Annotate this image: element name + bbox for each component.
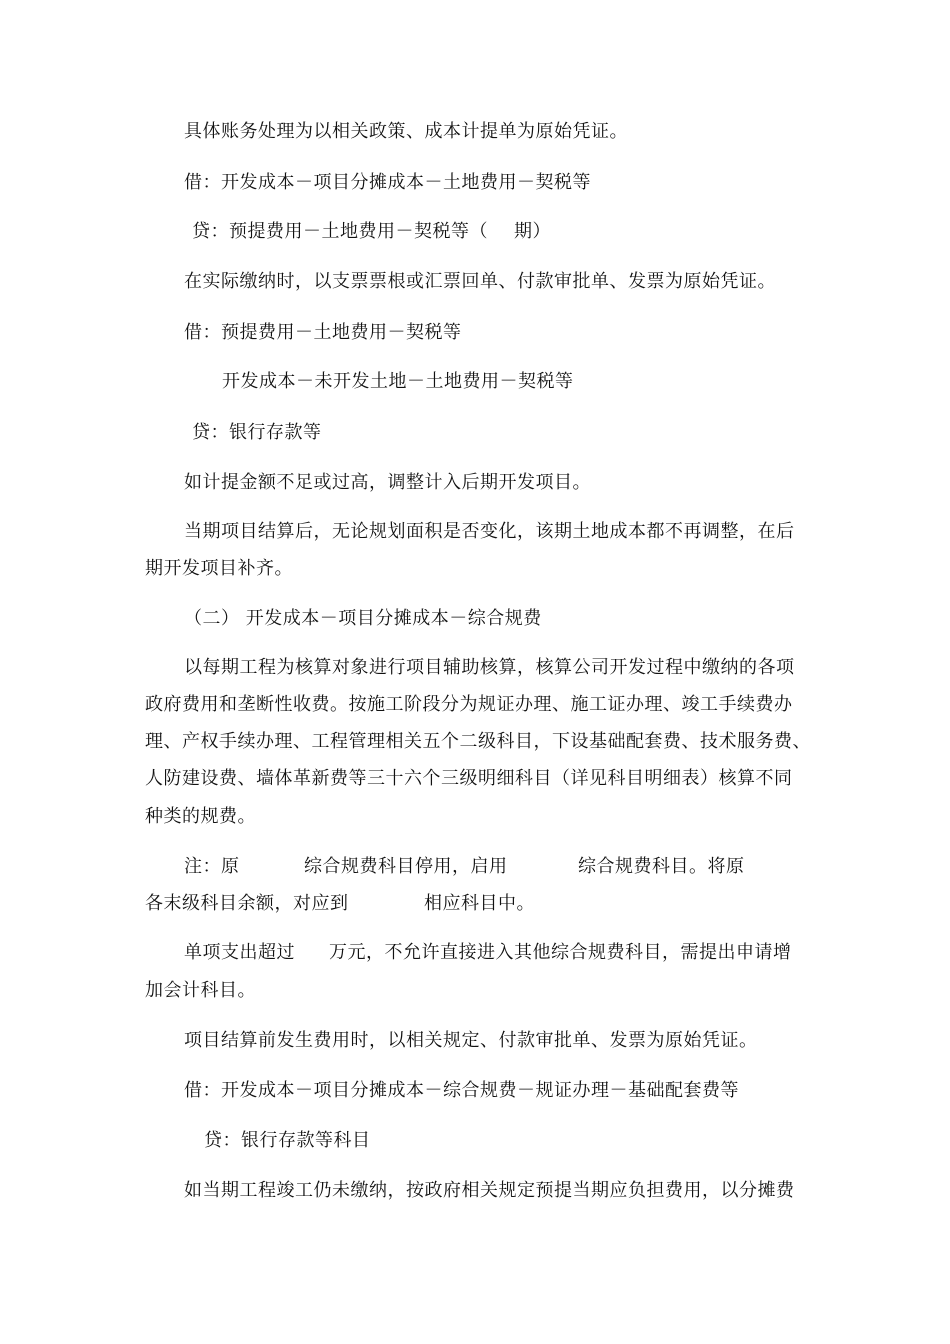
credit-entry-line: 贷：银行存款等 — [192, 422, 322, 443]
credit-entry-line: 贷：预提费用－土地费用－契税等（ — [192, 221, 488, 242]
credit-entry-line: 贷：银行存款等科目 — [204, 1130, 371, 1151]
paragraph-line: 项目结算前发生费用时，以相关规定、付款审批单、发票为原始凭证。 — [184, 1030, 758, 1051]
paragraph-line: 种类的规费。 — [145, 806, 256, 827]
paragraph-line: 人防建设费、墙体革新费等三十六个三级明细科目（详见科目明细表）核算不同 — [145, 768, 793, 789]
note-label: 注：原 — [184, 856, 240, 877]
paragraph-line: 单项支出超过 — [184, 942, 295, 963]
credit-entry-period: 期） — [514, 221, 551, 242]
debit-entry-continuation: 开发成本－未开发土地－土地费用－契税等 — [222, 371, 574, 392]
section-heading: （二） 开发成本－项目分摊成本－综合规费 — [184, 608, 542, 629]
paragraph-line: 如计提金额不足或过高，调整计入后期开发项目。 — [184, 472, 591, 493]
paragraph-line: 理、产权手续办理、工程管理相关五个二级科目，下设基础配套费、技术服务费、 — [145, 731, 811, 752]
paragraph-line: 期开发项目补齐。 — [145, 558, 293, 579]
debit-entry-line: 借：开发成本－项目分摊成本－土地费用－契税等 — [184, 172, 591, 193]
paragraph-line: 如当期工程竣工仍未缴纳，按政府相关规定预提当期应负担费用，以分摊费 — [184, 1180, 795, 1201]
note-text: 各末级科目余额，对应到 — [145, 893, 349, 914]
note-text: 相应科目中。 — [424, 893, 535, 914]
paragraph-line: 政府费用和垄断性收费。按施工阶段分为规证办理、施工证办理、竣工手续费办 — [145, 694, 793, 715]
paragraph-line: 当期项目结算后，无论规划面积是否变化，该期土地成本都不再调整，在后 — [184, 521, 795, 542]
note-text: 综合规费科目。将原 — [578, 856, 745, 877]
debit-entry-line: 借：开发成本－项目分摊成本－综合规费－规证办理－基础配套费等 — [184, 1080, 739, 1101]
debit-entry-line: 借：预提费用－土地费用－契税等 — [184, 322, 462, 343]
paragraph-line: 在实际缴纳时，以支票票根或汇票回单、付款审批单、发票为原始凭证。 — [184, 271, 776, 292]
paragraph-line: 万元，不允许直接进入其他综合规费科目，需提出申请增 — [329, 942, 792, 963]
paragraph-line: 加会计科目。 — [145, 980, 256, 1001]
paragraph-line: 以每期工程为核算对象进行项目辅助核算，核算公司开发过程中缴纳的各项 — [184, 657, 795, 678]
note-text: 综合规费科目停用，启用 — [304, 856, 508, 877]
paragraph-line: 具体账务处理为以相关政策、成本计提单为原始凭证。 — [184, 121, 628, 142]
